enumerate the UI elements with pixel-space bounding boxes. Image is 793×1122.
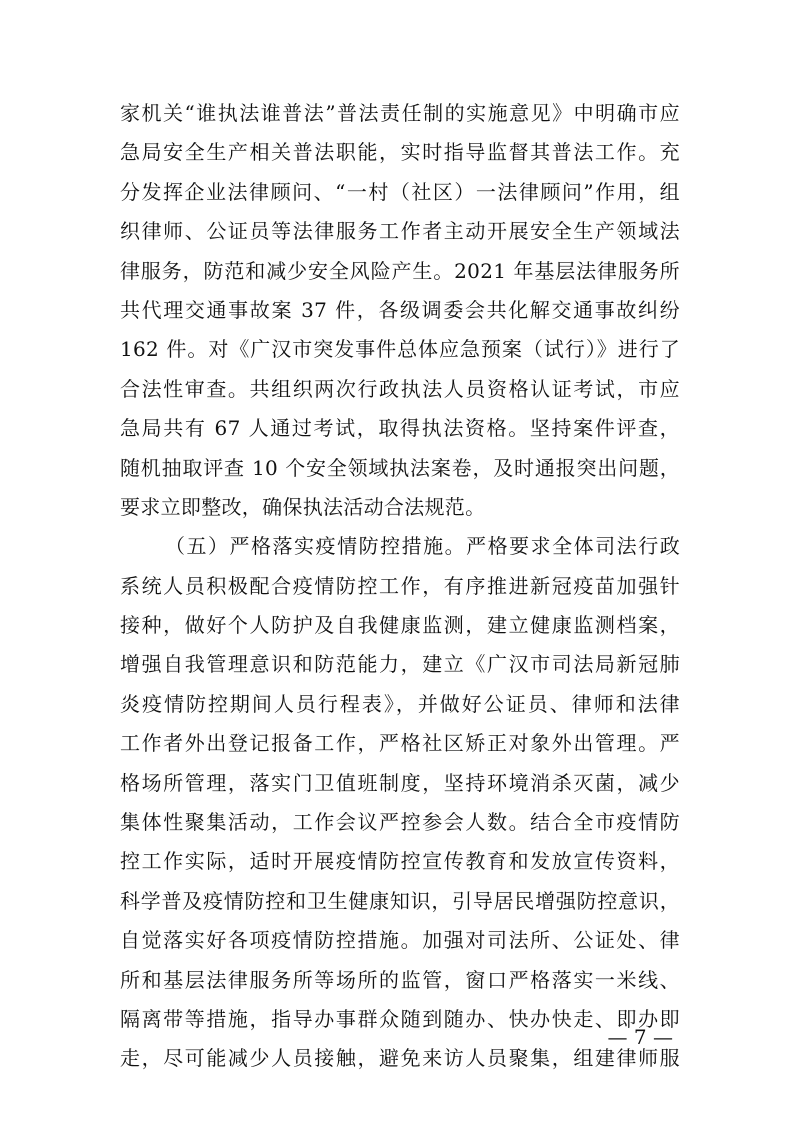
text-line: 工作者外出登记报备工作，严格社区矫正对象外出管理。严 (120, 731, 680, 756)
text-line: 隔离带等措施，指导办事群众随到随办、快办快走、即办即 (120, 1006, 680, 1031)
text-line: 科学普及疫情防控和卫生健康知识，引导居民增强防控意识， (120, 888, 680, 913)
text-line: 走，尽可能减少人员接触，避免来访人员聚集，组建律师服 (120, 1046, 680, 1071)
text-line: 控工作实际，适时开展疫情防控宣传教育和发放宣传资料， (120, 849, 680, 874)
text-line: 分发挥企业法律顾问、“一村（社区）一法律顾问”作用，组 (120, 179, 680, 204)
text-line: 急局共有 67 人通过考试，取得执法资格。坚持案件评查， (120, 416, 680, 441)
section-heading-line: （五）严格落实疫情防控措施。严格要求全体司法行政 (165, 534, 680, 559)
text-line: 接种，做好个人防护及自我健康监测，建立健康监测档案， (120, 613, 680, 638)
text-line: 家机关“谁执法谁普法”普法责任制的实施意见》中明确市应 (120, 101, 680, 125)
text-line: 共代理交通事故案 37 件，各级调委会共化解交通事故纠纷 (120, 297, 680, 322)
text-line: 自觉落实好各项疫情防控措施。加强对司法所、公证处、律 (120, 928, 680, 953)
text-line: 集体性聚集活动，工作会议严控参会人数。结合全市疫情防 (120, 810, 680, 835)
paragraph-2 (120, 527, 680, 1078)
text-line: 要求立即整改，确保执法活动合法规范。 (120, 494, 486, 519)
page-number: — 7 — (607, 1025, 673, 1049)
body-text (120, 94, 680, 1079)
text-line: 系统人员积极配合疫情防控工作，有序推进新冠疫苗加强针 (120, 573, 680, 598)
text-line: 所和基层法律服务所等场所的监管，窗口严格落实一米线、 (120, 967, 680, 992)
text-line: 急局安全生产相关普法职能，实时指导监督其普法工作。充 (120, 140, 680, 165)
text-line: 炎疫情防控期间人员行程表》，并做好公证员、律师和法律 (120, 691, 680, 716)
text-line: 162 件。对《广汉市突发事件总体应急预案（试行）》进行了 (120, 337, 680, 362)
text-line: 合法性审查。共组织两次行政执法人员资格认证考试，市应 (120, 376, 680, 401)
text-line: 织律师、公证员等法律服务工作者主动开展安全生产领域法 (120, 219, 680, 244)
paragraph-1 (120, 94, 680, 527)
text-line: 随机抽取评查 10 个安全领域执法案卷，及时通报突出问题， (120, 455, 680, 480)
text-line: 增强自我管理意识和防范能力，建立《广汉市司法局新冠肺 (120, 652, 680, 677)
text-line: 律服务，防范和减少安全风险产生。2021 年基层法律服务所 (120, 258, 680, 283)
text-line: 格场所管理，落实门卫值班制度，坚持环境消杀灭菌，减少 (120, 770, 680, 795)
